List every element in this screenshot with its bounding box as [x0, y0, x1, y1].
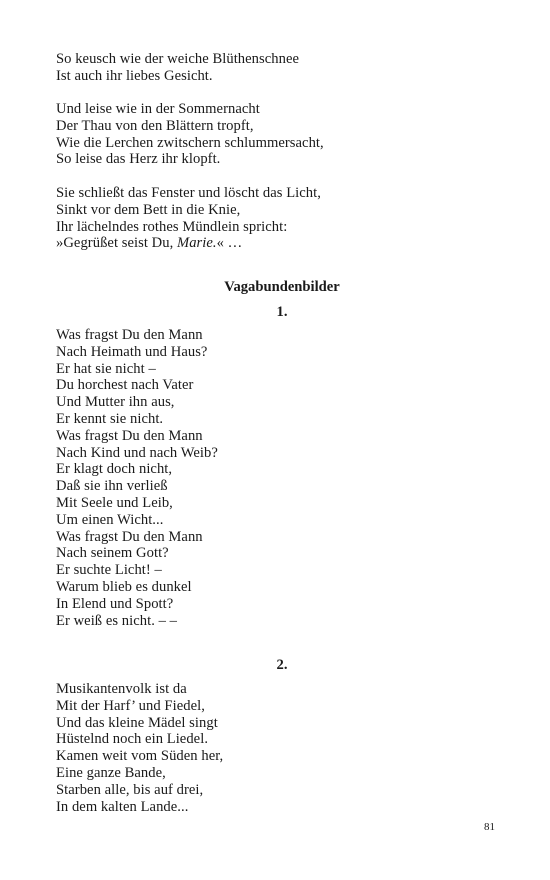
verse-line: Was fragst Du den Mann [56, 327, 203, 343]
verse-line: Warum blieb es dunkel [56, 578, 192, 595]
part-1-poem [56, 327, 496, 629]
verse-line: Hüstelnd noch ein Liedel. [56, 731, 209, 748]
verse-line-greeting [56, 235, 496, 252]
verse-line: In dem kalten Lande... [56, 798, 189, 815]
verse-line: Mit Seele und Leib, [56, 494, 173, 511]
verse-line: Nach Heimath und Haus? [56, 343, 208, 360]
part-2-poem [56, 681, 496, 815]
verse-line: Um einen Wicht... [56, 511, 164, 528]
page-number: 81 [484, 821, 495, 833]
verse-line: Daß sie ihn verließ [56, 478, 168, 495]
part-1-number: 1. [276, 304, 288, 320]
stanza-3 [56, 185, 496, 252]
verse-line: Musikantenvolk ist da [56, 681, 187, 697]
greeting-name: Marie. [176, 235, 217, 252]
verse-line: So keusch wie der weiche Blüthenschnee [56, 51, 300, 67]
verse-line: Kamen weit vom Süden her, [56, 748, 224, 765]
verse-line: Und Mutter ihn aus, [56, 394, 175, 411]
verse-line: So leise das Herz ihr klopft. [56, 151, 221, 168]
stanza-1 [56, 51, 496, 85]
verse-line: Nach Kind und nach Weib? [56, 444, 218, 461]
verse-line: Sinkt vor dem Bett in die Knie, [56, 201, 241, 218]
greeting-end: « … [216, 235, 243, 252]
stanza-2 [56, 101, 496, 168]
section-title: Vagabundenbilder [224, 279, 340, 295]
verse-line: Ist auch ihr liebes Gesicht. [56, 67, 213, 84]
verse-line: In Elend und Spott? [56, 595, 174, 612]
verse-line: Du horchest nach Vater [56, 377, 194, 394]
verse-line: Er hat sie nicht – [56, 360, 156, 377]
verse-line: Sie schließt das Fenster und löscht das Licht, [56, 185, 321, 201]
verse-line: Ihr lächelndes rothes Mündlein spricht: [56, 218, 288, 235]
verse-line: Nach seinem Gott? [56, 545, 169, 562]
verse-line: Er weiß es nicht. – – [56, 612, 178, 629]
verse-line: Er klagt doch nicht, [56, 461, 173, 478]
verse-line: Er kennt sie nicht. [56, 410, 164, 427]
verse-line: Mit der Harf’ und Fiedel, [56, 697, 205, 714]
verse-line: Der Thau von den Blättern tropft, [56, 117, 254, 134]
verse-line: Was fragst Du den Mann [56, 427, 203, 444]
verse-line: Und das kleine Mädel singt [56, 714, 218, 731]
part-2-number: 2. [276, 657, 288, 673]
verse-line: Er suchte Licht! – [56, 562, 162, 579]
verse-line: Was fragst Du den Mann [56, 528, 203, 545]
verse-line: Eine ganze Bande, [56, 764, 166, 781]
greeting-text: »Gegrüßet seist Du, [56, 235, 177, 252]
verse-line: Starben alle, bis auf drei, [56, 781, 204, 798]
verse-line: Und leise wie in der Sommernacht [56, 101, 260, 117]
verse-line: Wie die Lerchen zwitschern schlummersacht, [56, 134, 324, 151]
